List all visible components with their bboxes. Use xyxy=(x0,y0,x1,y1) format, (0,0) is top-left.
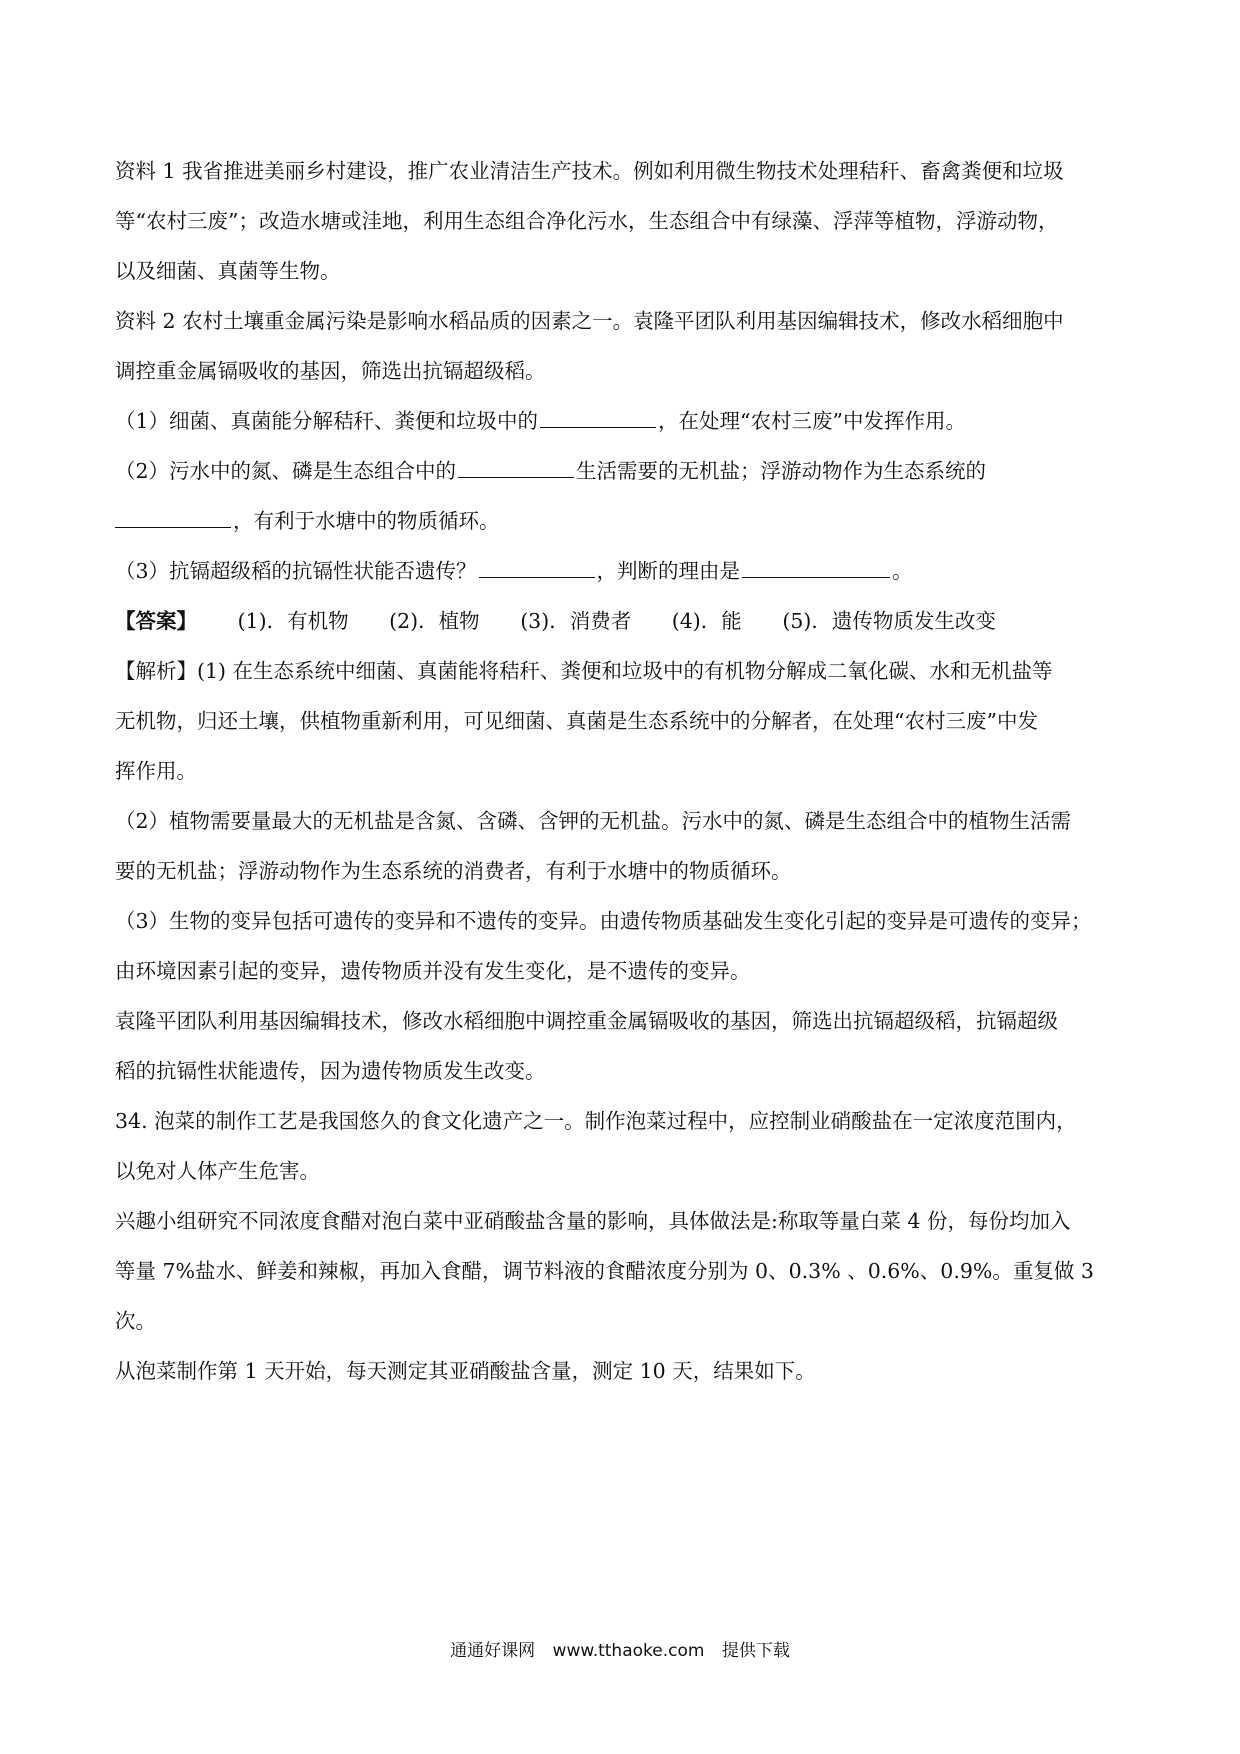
answer-label: 【答案】 xyxy=(115,609,197,633)
question-3 xyxy=(115,546,1130,596)
question-2-text-c: ，有利于水塘中的物质循环。 xyxy=(233,509,500,533)
answer-blank-2 xyxy=(458,476,574,478)
answer-item: (1)．有机物 xyxy=(237,609,349,633)
question-2-text-a: （2）污水中的氮、磷是生态组合中的 xyxy=(115,459,457,483)
question-1-text-b: ，在处理“农村三废”中发挥作用。 xyxy=(658,409,967,433)
analysis-2-line2: 要的无机盐；浮游动物作为生态系统的消费者，有利于水塘中的物质循环。 xyxy=(115,859,792,883)
answer-item: (2)．植物 xyxy=(389,609,480,633)
analysis-2-line1: （2）植物需要量最大的无机盐是含氮、含磷、含钾的无机盐。污水中的氮、磷是生态组合中的植物生活需 xyxy=(115,809,1072,833)
material1-line3: 以及细菌、真菌等生物。 xyxy=(115,259,341,283)
document-content xyxy=(115,146,1130,1396)
page-footer xyxy=(0,1639,1240,1663)
answer-blank-5 xyxy=(742,576,890,578)
answer-blank-3 xyxy=(115,526,231,528)
footer-site-name: 通通好课网 xyxy=(450,1641,536,1661)
question-1 xyxy=(115,396,1130,446)
footer-tail: 提供下载 xyxy=(721,1641,790,1661)
question-3-text-c: 。 xyxy=(892,559,913,583)
material2-line2: 调控重金属镉吸收的基因，筛选出抗镉超级稻。 xyxy=(115,359,546,383)
answer-blank-1 xyxy=(540,426,656,428)
analysis-3-line1: （3）生物的变异包括可遗传的变异和不遗传的变异。由遗传物质基础发生变化引起的变异是可遗传的变异； xyxy=(115,909,1092,933)
question-2-cont xyxy=(115,496,1130,546)
analysis-3-line4: 稻的抗镉性状能遗传，因为遗传物质发生改变。 xyxy=(115,1059,546,1083)
question-1-text-a: （1）细菌、真菌能分解秸秆、粪便和垃圾中的 xyxy=(115,409,539,433)
question-3-text-b: ，判断的理由是 xyxy=(596,559,741,583)
answer-blank-4 xyxy=(479,576,595,578)
material2-line1: 资料 2 农村土壤重金属污染是影响水稻品质的因素之一。袁隆平团队利用基因编辑技术，修改水稻细胞中 xyxy=(115,309,1064,333)
answer-item: (4)．能 xyxy=(671,609,742,633)
question-34-line1: 34. 泡菜的制作工艺是我国悠久的食文化遗产之一。制作泡菜过程中，应控制业硝酸盐在一定浓度范围内， xyxy=(115,1109,1077,1133)
question-3-text-a: （3）抗镉超级稻的抗镉性状能否遗传？ xyxy=(115,559,477,583)
question-34-line5: 从泡菜制作第 1 天开始，每天测定其亚硝酸盐含量，测定 10 天，结果如下。 xyxy=(115,1359,816,1383)
analysis-3-line2: 由环境因素引起的变异，遗传物质并没有发生变化，是不遗传的变异。 xyxy=(115,959,751,983)
answer-row xyxy=(115,596,1130,646)
question-2-text-b: 生活需要的无机盐；浮游动物作为生态系统的 xyxy=(576,459,987,483)
answer-item: (3)．消费者 xyxy=(520,609,632,633)
question-2 xyxy=(115,446,1130,496)
analysis-1-line2: 无机物，归还土壤，供植物重新利用，可见细菌、真菌是生态系统中的分解者，在处理“农村三废”中发 xyxy=(115,709,1038,733)
material1-line2: 等“农村三废”；改造水塘或洼地，利用生态组合净化污水，生态组合中有绿藻、浮萍等植物，浮游动物， xyxy=(115,209,1059,233)
answer-item: (5)．遗传物质发生改变 xyxy=(782,609,996,633)
question-34-line2: 以免对人体产生危害。 xyxy=(115,1159,320,1183)
footer-url[interactable]: www.tthaoke.com xyxy=(552,1641,705,1661)
analysis-1-line1: 【解析】(1) 在生态系统中细菌、真菌能将秸秆、粪便和垃圾中的有机物分解成二氧化碳、水和无机盐等 xyxy=(115,659,1053,683)
analysis-1-line3: 挥作用。 xyxy=(115,759,197,783)
analysis-3-line3: 袁隆平团队利用基因编辑技术，修改水稻细胞中调控重金属镉吸收的基因，筛选出抗镉超级稻，抗镉超级 xyxy=(115,1009,1058,1033)
question-34-line4: 等量 7%盐水、鲜姜和辣椒，再加入食醋，调节料液的食醋浓度分别为 0、0.3% 、0.6%、0.9%。重复做 3 次。 xyxy=(115,1259,1094,1333)
material1-line1: 资料 1 我省推进美丽乡村建设，推广农业清洁生产技术。例如利用微生物技术处理秸秆、畜禽粪便和垃圾 xyxy=(115,159,1064,183)
question-34-line3: 兴趣小组研究不同浓度食醋对泡白菜中亚硝酸盐含量的影响，具体做法是:称取等量白菜 4 份，每份均加入 xyxy=(115,1209,1071,1233)
